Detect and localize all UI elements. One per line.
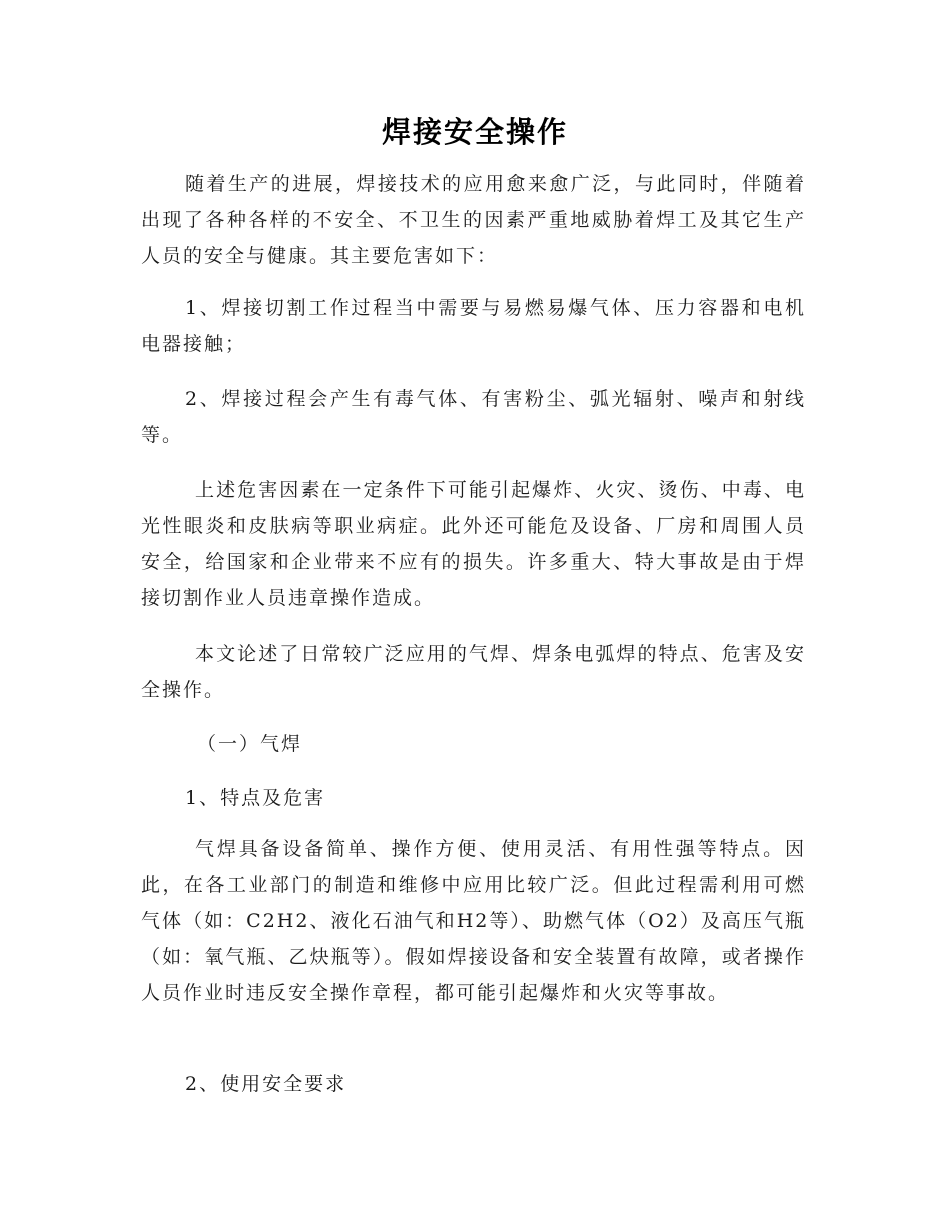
document-title: 焊接安全操作: [381, 115, 568, 149]
section-heading-gas-welding: （一）气焊: [197, 733, 303, 755]
hazard-item-1: 1、焊接切割工作过程当中需要与易燃易爆气体、压力容器和电机电器接触；: [141, 297, 806, 355]
hazard-item-2: 2、焊接过程会产生有毒气体、有害粉尘、弧光辐射、噪声和射线等。: [141, 388, 806, 446]
subheading-safety-requirements: 2、使用安全要求: [185, 1073, 347, 1095]
scope-paragraph: 本文论述了日常较广泛应用的气焊、焊条电弧焊的特点、危害及安全操作。: [141, 643, 806, 701]
gas-welding-paragraph: 气焊具备设备简单、操作方便、使用灵活、有用性强等特点。因此，在各工业部门的制造和维修中应用比较广泛。但此过程需利用可燃气体（如：C2H2、液化石油气和H2等）、助燃气体（O2）及高压气瓶（如：氧气瓶、乙炔瓶等）。假如焊接设备和安全装置有故障，或者操作人员作业时违反安全操作章程，都可能引起爆炸和火灾等事故。: [141, 838, 806, 1004]
subheading-characteristics: 1、特点及危害: [185, 787, 326, 809]
intro-paragraph: 随着生产的进展，焊接技术的应用愈来愈广泛，与此同时，伴随着出现了各种各样的不安全、不卫生的因素严重地威胁着焊工及其它生产人员的安全与健康。其主要危害如下：: [141, 173, 806, 267]
hazard-consequence-paragraph: 上述危害因素在一定条件下可能引起爆炸、火灾、烫伤、中毒、电光性眼炎和皮肤病等职业病症。此外还可能危及设备、厂房和周围人员安全，给国家和企业带来不应有的损失。许多重大、特大事故是由于焊接切割作业人员违章操作造成。: [141, 479, 806, 609]
